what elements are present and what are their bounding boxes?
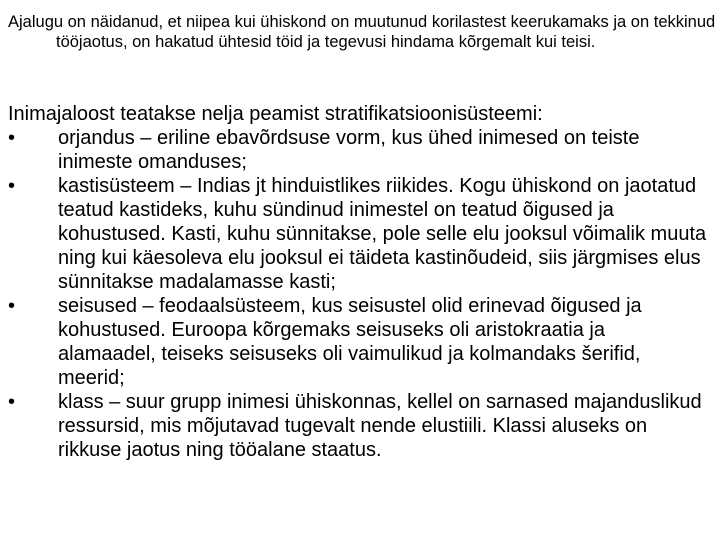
bullet-icon: • <box>8 175 16 197</box>
intro-paragraph: Ajalugu on näidanud, et niipea kui ühiskond on muutunud korilastest keerukamaks ja on tekkinud tööjaotus, on hakatud ühtesid töid ja tegevusi hindama kõrgemalt kui teisi. <box>8 13 716 51</box>
list-item <box>8 294 708 390</box>
bullet-icon: • <box>8 295 16 317</box>
bullet-icon: • <box>8 391 16 413</box>
section-heading: Inimajaloost teatakse nelja peamist stratifikatsioonisüsteemi: <box>8 103 543 125</box>
bullet-icon: • <box>8 127 16 149</box>
list-item-text: klass – suur grupp inimesi ühiskonnas, kellel on sarnased majanduslikud ressursid, mis mõjutavad tugevalt nende elustiili. Klassi aluseks on rikkuse jaotus ning tööalane staatus. <box>58 391 702 461</box>
list-item-text: seisused – feodaalsüsteem, kus seisustel olid erinevad õigused ja kohustused. Euroopa kõrgemaks seisuseks oli aristokraatia ja alamaadel, teiseks seisuseks oli vaimulikud ja kolmandaks šerifid, meerid; <box>58 295 642 389</box>
list-item-text: orjandus – eriline ebavõrdsuse vorm, kus ühed inimesed on teiste inimeste omanduses; <box>58 127 640 173</box>
list-item <box>8 174 708 294</box>
list-item-text: kastisüsteem – Indias jt hinduistlikes riikides. Kogu ühiskond on jaotatud teatud kastideks, kuhu sündinud inimestel on teatud õigused ja kohustused. Kasti, kuhu sünnitakse, pole selle elu jooksul võimalik muuta ning kui käesoleva elu jooksul ei täideta kastinõudeid, siis järgmises elus sünnitakse madalamasse kasti; <box>58 175 707 293</box>
stratification-list <box>8 126 708 462</box>
list-item <box>8 390 708 462</box>
list-item <box>8 126 708 174</box>
